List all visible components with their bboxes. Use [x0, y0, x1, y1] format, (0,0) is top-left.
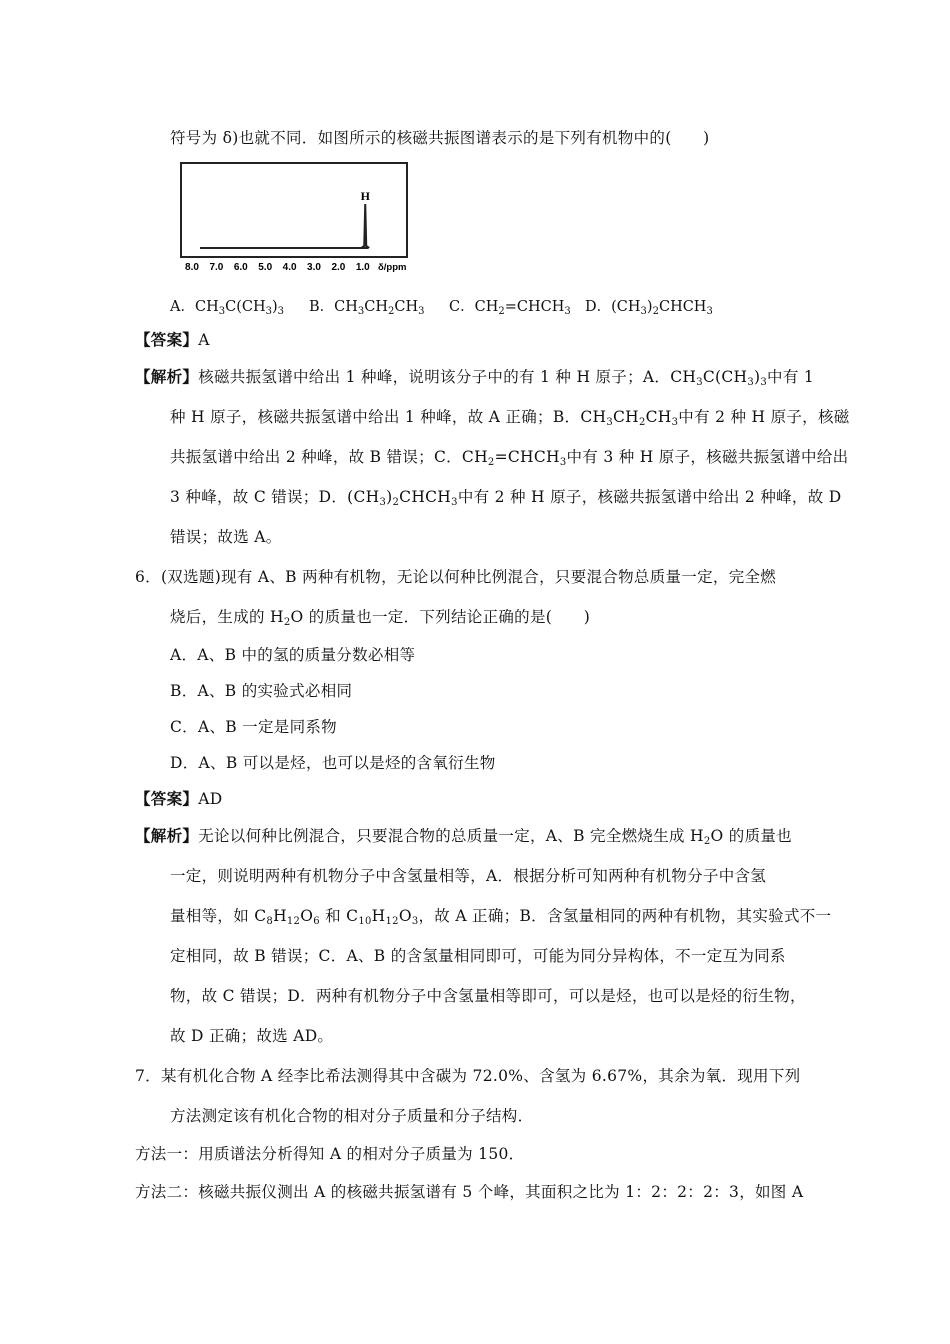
q5-analysis-line-5: 错误；故选 A。: [170, 528, 282, 546]
x-axis-tick-label: 8.0: [185, 262, 199, 273]
x-axis-tick-label: 3.0: [307, 262, 321, 273]
q5-option-b: B．$CH_3CH_2CH_3$: [309, 299, 425, 317]
x-axis-tick-label: 5.0: [258, 262, 273, 273]
q6-option-a: A．A、B 中的氢的质量分数必相等: [170, 646, 416, 664]
q7-method-2: 方法二：核磁共振仪测出 A 的核磁共振氢谱有 5 个峰，其面积之比为 1：2：2：2：3，如图 A: [135, 1183, 804, 1201]
q5-analysis-line-2: 种 H 原子，核磁共振氢谱中给出 1 种峰，故 A 正确；B．$CH_3CH_2CH_3$中有 2 种 H 原子，核磁: [170, 408, 850, 428]
peak-label: H: [360, 189, 370, 203]
q6-analysis-line-6: 故 D 正确；故选 AD。: [170, 1027, 334, 1045]
q6-analysis-line-4: 定相同，故 B 错误；C．A、B 的含氢量相同即可，可能为同分异构体，不一定互为同系: [170, 947, 786, 965]
q7-method-1: 方法一：用质谱法分析得知 A 的相对分子质量为 150．: [135, 1145, 525, 1163]
q6-option-b: B．A、B 的实验式必相同: [170, 682, 353, 700]
x-axis-tick-label: 2.0: [331, 262, 346, 273]
q6-option-c: C．A、B 一定是同系物: [170, 718, 337, 736]
q5-option-a: A．$CH_3C(CH_3)_3$: [170, 299, 285, 317]
q6-stem-line-1: 6．(双选题)现有 A、B 两种有机物，无论以何种比例混合，只要混合物总质量一定，完全燃: [135, 568, 777, 586]
q5-option-c: C．$CH_2=CHCH_3$: [449, 299, 571, 317]
q6-option-d: D．A、B 可以是烃，也可以是烃的含氧衍生物: [170, 754, 496, 772]
nmr-spectrum-figure: [178, 160, 418, 276]
q5-stem-tail: 符号为 δ)也就不同．如图所示的核磁共振图谱表示的是下列有机物中的( ): [170, 129, 710, 147]
x-axis-tick-label: 4.0: [282, 262, 297, 273]
q5-analysis-line-1: 【解析】核磁共振氢谱中给出 1 种峰，说明该分子中的有 1 种 H 原子；A．$CH_3C(CH_3)_3$中有 1: [135, 367, 815, 388]
q6-analysis-line-1: 【解析】无论以何种比例混合，只要混合物的总质量一定，A、B 完全燃烧生成 $H_2O$ 的质量也: [135, 826, 792, 847]
q5-analysis-line-3: 共振氢谱中给出 2 种峰，故 B 错误；C．$CH_2=CHCH_3$中有 3 种 H 原子，核磁共振氢谱中给出: [170, 448, 849, 468]
x-axis-tick-label: 7.0: [209, 262, 224, 273]
spectrum-frame: [181, 163, 407, 257]
q6-analysis-line-5: 物，故 C 错误；D．两种有机物分子中含氢量相等即可，可以是烃，也可以是烃的衍生物，: [170, 987, 806, 1005]
q5-option-d: D．$(CH_3)_2CHCH_3$: [585, 299, 713, 317]
q6-analysis-line-3: 量相等，如 $C_8H_{12}O_6$ 和 $C_{10}H_{12}O_3$，故 A 正确；B．含氢量相同的两种有机物，其实验式不一: [170, 907, 832, 927]
x-axis-ticks: [185, 262, 370, 273]
x-axis-tick-label: 1.0: [355, 262, 370, 273]
q5-analysis-line-4: 3 种峰，故 C 错误；D．$(CH_3)_2CHCH_3$中有 2 种 H 原子，核磁共振氢谱中给出 2 种峰，故 D: [170, 488, 842, 508]
q7-stem-line-1: 7．某有机化合物 A 经李比希法测得其中含碳为 72.0%、含氢为 6.67%，其余为氧．现用下列: [135, 1067, 801, 1085]
q6-stem-line-2: 烧后，生成的 $H_2O$ 的质量也一定．下列结论正确的是( ): [170, 608, 591, 628]
q6-answer: 【答案】AD: [135, 789, 223, 808]
q6-analysis-line-2: 一定，则说明两种有机物分子中含氢量相等，A．根据分析可知两种有机物分子中含氢: [170, 867, 767, 885]
q7-stem-line-2: 方法测定该有机化合物的相对分子质量和分子结构．: [170, 1107, 534, 1125]
x-axis-unit: δ/ppm: [378, 262, 407, 273]
q5-answer: 【答案】A: [135, 330, 210, 349]
x-axis-tick-label: 6.0: [233, 262, 248, 273]
spectrum-peak: [361, 204, 369, 248]
